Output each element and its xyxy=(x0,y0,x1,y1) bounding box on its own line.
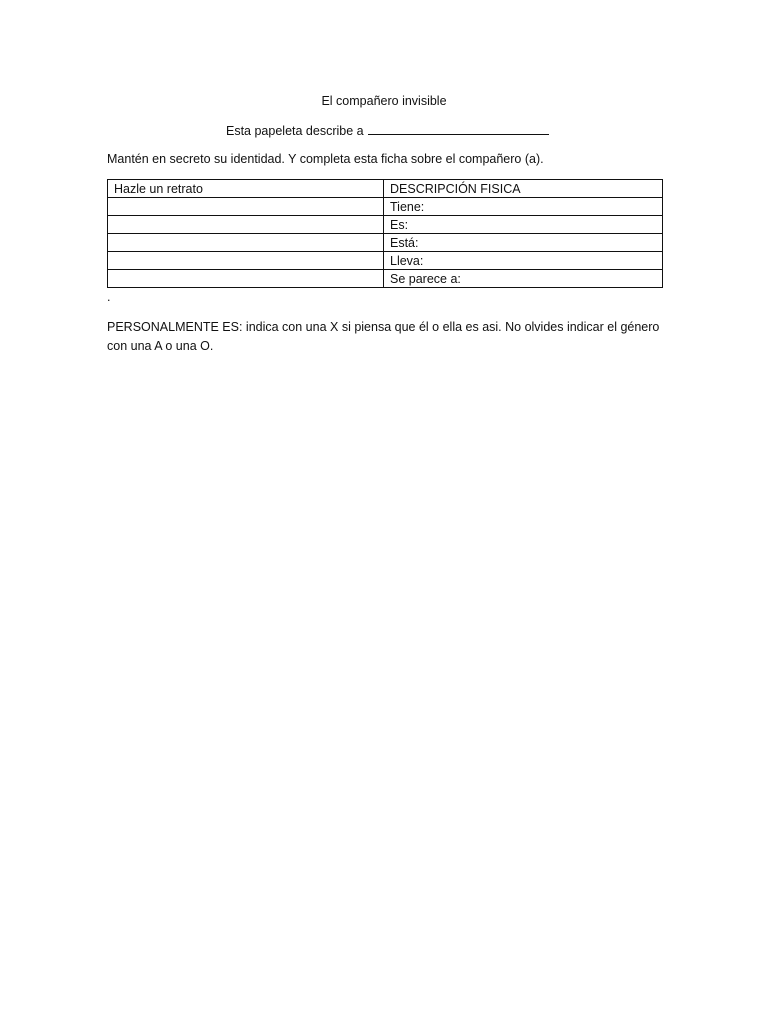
physical-description-header-cell: DESCRIPCIÓN FISICA xyxy=(384,180,663,198)
instructions-text: Mantén en secreto su identidad. Y completa esta ficha sobre el compañero (a). xyxy=(107,152,544,166)
table-row xyxy=(108,234,663,252)
row-label-lleva[interactable]: Lleva: xyxy=(384,252,663,270)
portrait-cell[interactable] xyxy=(108,270,384,288)
table-row xyxy=(108,252,663,270)
document-title: El compañero invisible xyxy=(321,94,447,108)
portrait-cell[interactable] xyxy=(108,198,384,216)
subtitle-text: Esta papeleta describe a xyxy=(226,124,364,138)
personal-instructions-line-1: PERSONALMENTE ES: indica con una X si piensa que él o ella es asi. No olvides indicar el género xyxy=(107,320,660,334)
table-row xyxy=(108,216,663,234)
portrait-header-cell: Hazle un retrato xyxy=(108,180,384,198)
table-row xyxy=(108,270,663,288)
subtitle-line xyxy=(226,122,549,139)
row-label-es[interactable]: Es: xyxy=(384,216,663,234)
row-label-se-parece[interactable]: Se parece a: xyxy=(384,270,663,288)
personal-instructions xyxy=(107,318,667,356)
name-blank-field[interactable] xyxy=(368,122,549,135)
portrait-cell[interactable] xyxy=(108,234,384,252)
description-table xyxy=(107,179,663,288)
personal-instructions-line-2: con una A o una O. xyxy=(107,339,214,353)
row-label-esta[interactable]: Está: xyxy=(384,234,663,252)
portrait-cell[interactable] xyxy=(108,252,384,270)
stray-dot: . xyxy=(107,290,111,304)
table-header-row xyxy=(108,180,663,198)
row-label-tiene[interactable]: Tiene: xyxy=(384,198,663,216)
table-row xyxy=(108,198,663,216)
portrait-cell[interactable] xyxy=(108,216,384,234)
